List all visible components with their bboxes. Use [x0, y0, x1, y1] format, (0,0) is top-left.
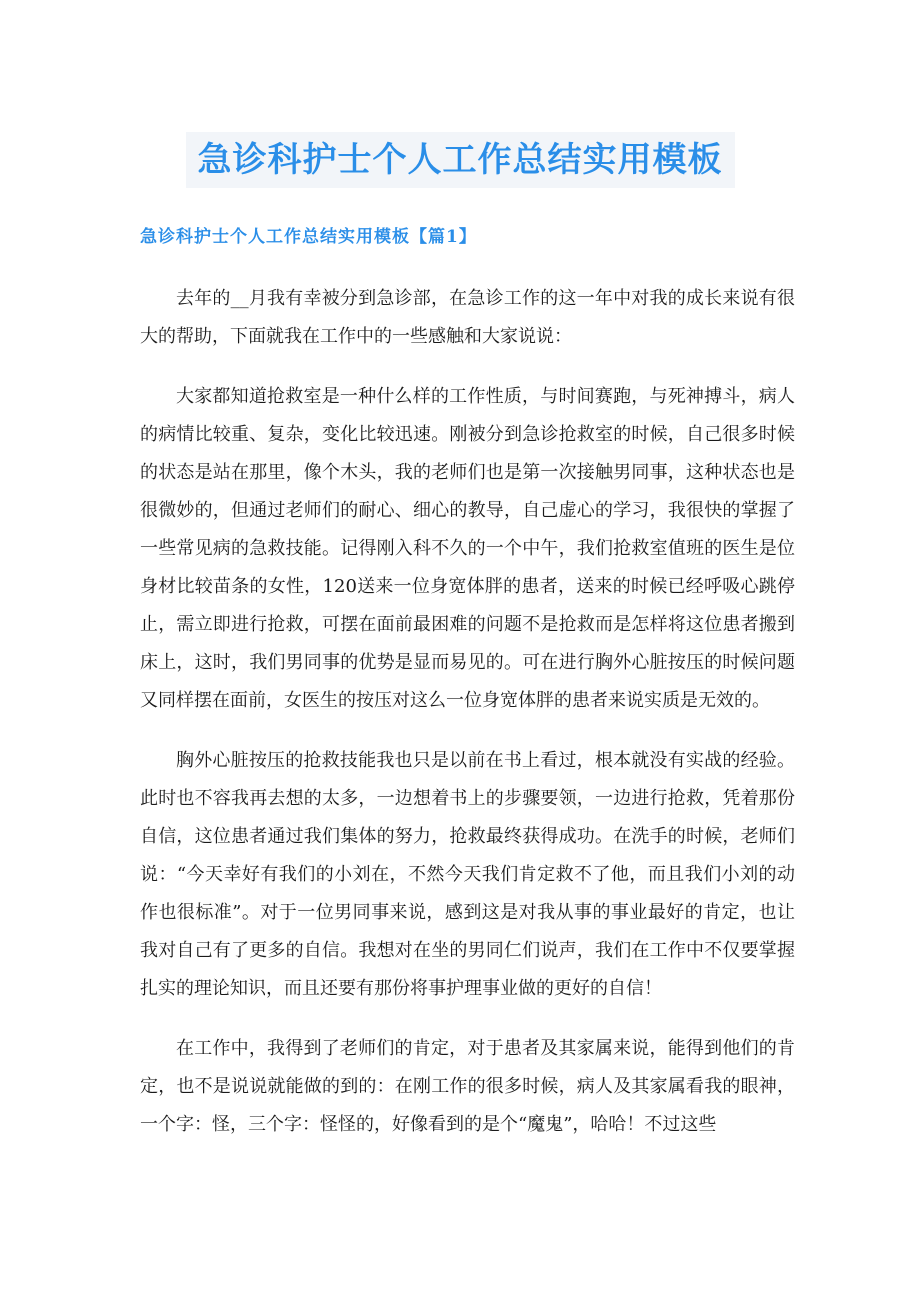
document-title [0, 132, 920, 188]
paragraph-1: 去年的__月我有幸被分到急诊部，在急诊工作的这一年中对我的成长来说有很大的帮助，下面就我在工作中的一些感触和大家说说： [140, 288, 795, 347]
document-title-text: 急诊科护士个人工作总结实用模板 [192, 132, 729, 188]
document-body [140, 280, 795, 1166]
paragraph-3: 胸外心脏按压的抢救技能我也只是以前在书上看过，根本就没有实战的经验。此时也不容我再去想的太多，一边想着书上的步骤要领，一边进行抢救，凭着那份自信，这位患者通过我们集体的努力，抢救最终获得成功。在洗手的时候，老师们说：“今天幸好有我们的小刘在，不然今天我们肯定救不了他，而且我们小刘的动作也很标准”。对于一位男同事来说，感到这是对我从事的事业最好的肯定，也让我对自己有了更多的自信。我想对在坐的男同仁们说声，我们在工作中不仅要掌握扎实的理论知识，而且还要有那份将事护理事业做的更好的自信！ [140, 750, 795, 999]
paragraph-2: 大家都知道抢救室是一种什么样的工作性质，与时间赛跑，与死神搏斗，病人的病情比较重、复杂，变化比较迅速。刚被分到急诊抢救室的时候，自己很多时候的状态是站在那里，像个木头，我的老师们也是第一次接触男同事，这种状态也是很微妙的，但通过老师们的耐心、细心的教导，自己虚心的学习，我很快的掌握了一些常见病的急救技能。记得刚入科不久的一个中午，我们抢救室值班的医生是位身材比较苗条的女性，120送来一位身宽体胖的患者，送来的时候已经呼吸心跳停止，需立即进行抢救，可摆在面前最困难的问题不是抢救而是怎样将这位患者搬到床上，这时，我们男同事的优势是显而易见的。可在进行胸外心脏按压的时候问题又同样摆在面前，女医生的按压对这么一位身宽体胖的患者来说实质是无效的。 [140, 386, 795, 711]
paragraph-4: 在工作中，我得到了老师们的肯定，对于患者及其家属来说，能得到他们的肯定，也不是说说就能做的到的：在刚工作的很多时候，病人及其家属看我的眼神，一个字：怪，三个字：怪怪的，好像看到的是个“魔鬼”，哈哈！不过这些 [140, 1038, 795, 1135]
section-heading: 急诊科护士个人工作总结实用模板【篇1】 [140, 227, 477, 247]
